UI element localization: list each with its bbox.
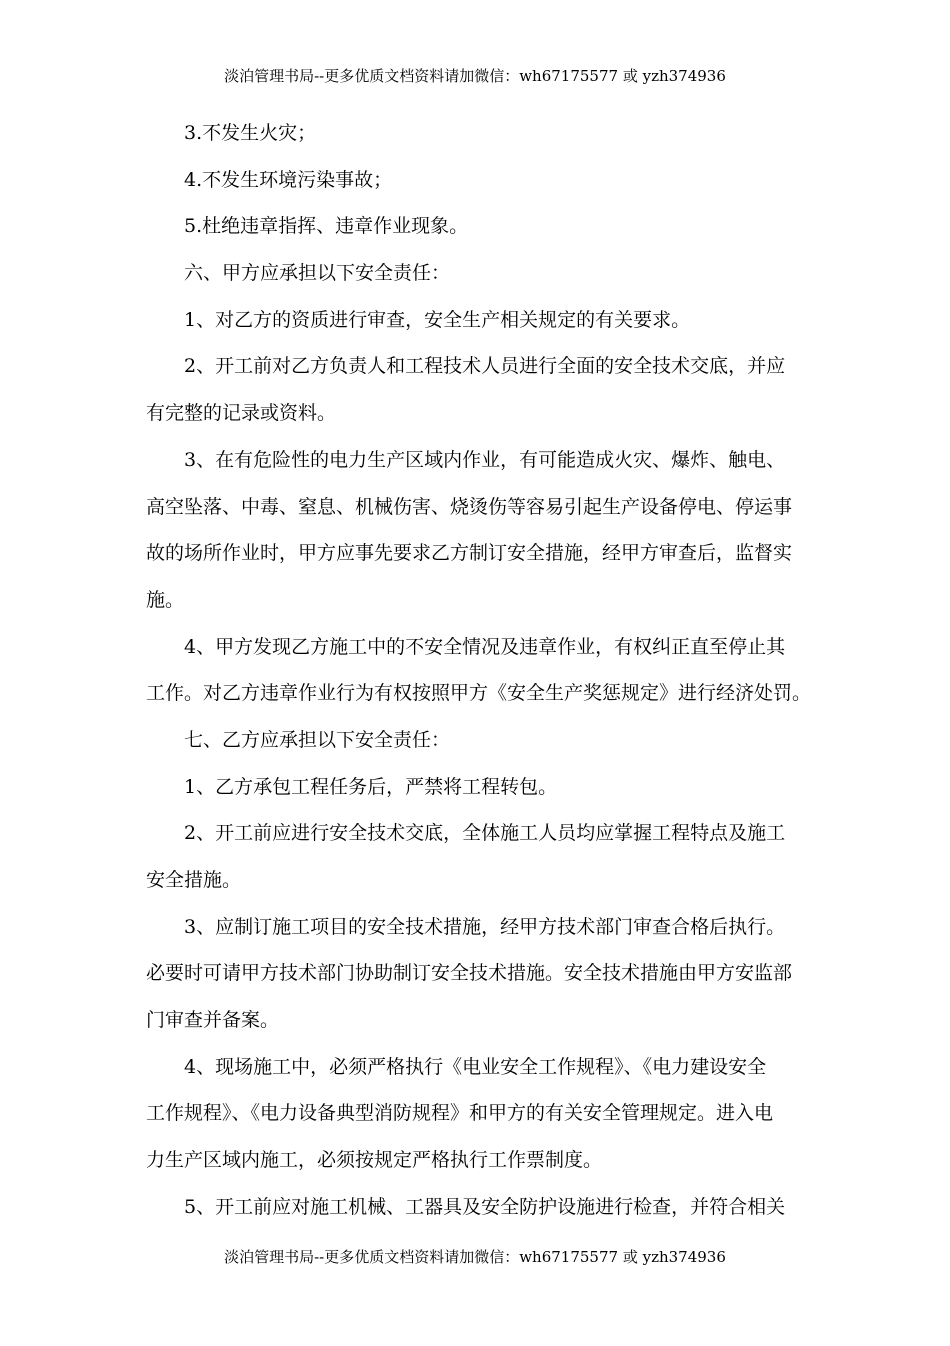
text-line: 有完整的记录或资料。 bbox=[146, 402, 337, 425]
text-line: 3.不发生火灾； bbox=[184, 122, 317, 144]
text-line: 门审查并备案。 bbox=[146, 1009, 280, 1032]
text-line: 5、开工前应对施工机械、工器具及安全防护设施进行检查，并符合相关 bbox=[184, 1195, 786, 1218]
text-line: 1、对乙方的资质进行审查，安全生产相关规定的有关要求。 bbox=[184, 308, 691, 331]
text-line: 4、甲方发现乙方施工中的不安全情况及违章作业，有权纠正直至停止其 bbox=[184, 635, 786, 658]
text-line: 4.不发生环境污染事故； bbox=[184, 168, 393, 191]
text-line: 必要时可请甲方技术部门协助制订安全技术措施。安全技术措施由甲方安监部 bbox=[146, 962, 793, 985]
text-line: 3、在有危险性的电力生产区域内作业，有可能造成火灾、爆炸、触电、 bbox=[184, 448, 786, 471]
text-line: 故的场所作业时，甲方应事先要求乙方制订安全措施，经甲方审查后，监督实 bbox=[146, 542, 793, 565]
document-body bbox=[146, 115, 826, 1236]
page-header: 淡泊管理书局--更多优质文档资料请加微信：wh67175577 或 yzh374936 bbox=[224, 67, 726, 85]
text-line: 施。 bbox=[146, 588, 185, 611]
text-line: 高空坠落、中毒、窒息、机械伤害、烧烫伤等容易引起生产设备停电、停运事 bbox=[146, 495, 793, 518]
text-line: 1、乙方承包工程任务后，严禁将工程转包。 bbox=[184, 775, 558, 798]
section-heading: 六、甲方应承担以下安全责任： bbox=[184, 262, 451, 285]
text-line: 5.杜绝违章指挥、违章作业现象。 bbox=[184, 215, 469, 238]
text-line: 工作。对乙方违章作业行为有权按照甲方《安全生产奖惩规定》进行经济处罚。 bbox=[146, 682, 812, 705]
text-line: 3、应制订施工项目的安全技术措施，经甲方技术部门审查合格后执行。 bbox=[184, 915, 786, 938]
text-line: 工作规程》、《电力设备典型消防规程》和甲方的有关安全管理规定。进入电 bbox=[146, 1102, 774, 1125]
text-line: 力生产区域内施工，必须按规定严格执行工作票制度。 bbox=[146, 1149, 603, 1172]
text-line: 安全措施。 bbox=[146, 869, 242, 891]
page-footer: 淡泊管理书局--更多优质文档资料请加微信：wh67175577 或 yzh374936 bbox=[224, 1248, 726, 1266]
text-line: 4、现场施工中，必须严格执行《电业安全工作规程》、《电力建设安全 bbox=[184, 1055, 767, 1078]
text-line: 2、开工前对乙方负责人和工程技术人员进行全面的安全技术交底，并应 bbox=[184, 355, 786, 378]
section-heading: 七、乙方应承担以下安全责任： bbox=[184, 728, 451, 751]
text-line: 2、开工前应进行安全技术交底，全体施工人员均应掌握工程特点及施工 bbox=[184, 822, 786, 845]
